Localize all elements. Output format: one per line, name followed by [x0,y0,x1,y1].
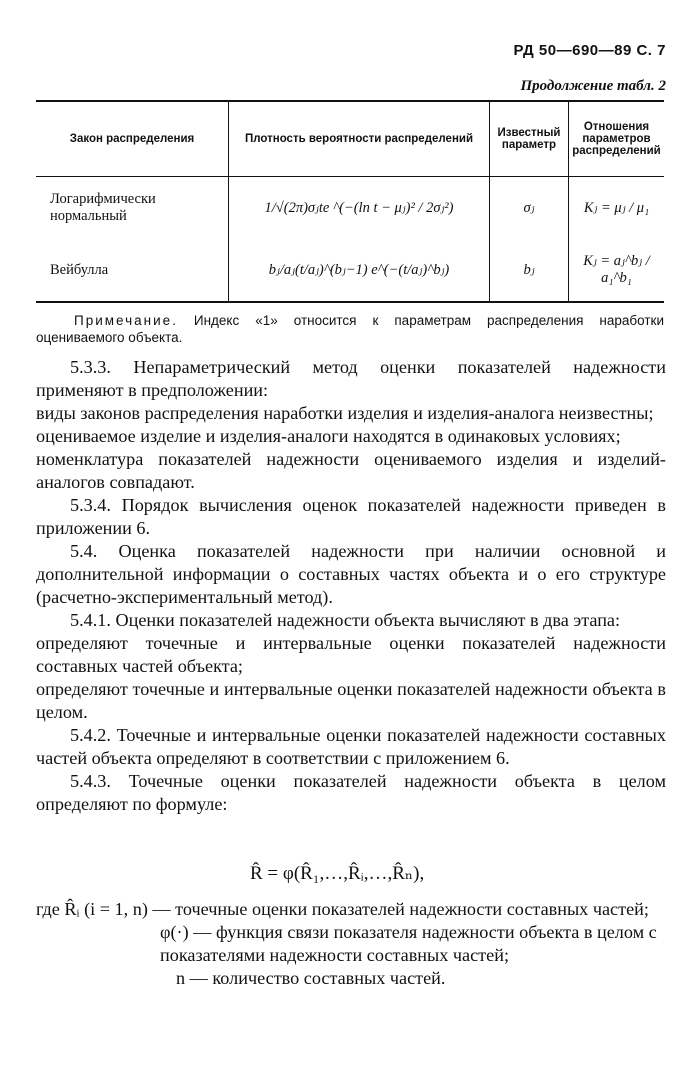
header-density: Плотность вероятности распределений [229,101,490,177]
table-note [36,312,664,346]
row-ratio: Kⱼ = aⱼ^bⱼ / a₁^b₁ [569,239,665,302]
row-density: 1/√(2π)σⱼte ^(−(ln t − μⱼ)² / 2σⱼ²) [229,177,490,240]
legend-term: n — [176,968,208,988]
paragraph: оцениваемое изделие и изделия-аналоги находятся в одинаковых условиях; [36,426,621,446]
paragraph: определяют точечные и интервальные оценки показателей надежности объекта в целом. [36,679,666,722]
legend-text: точечные оценки показателей надежности составных частей; [175,899,649,919]
legend-item [36,967,666,990]
row-ratio: Kⱼ = μⱼ / μ₁ [569,177,665,240]
legend-text: количество составных частей. [212,968,446,988]
row-law: Вейбулла [36,239,229,302]
paragraph: определяют точечные и интервальные оценки показателей надежности составных частей объекта; [36,633,666,676]
row-law: Логарифмически нормальный [50,191,156,224]
paragraph: виды законов распределения наработки изделия и изделия-аналога неизвестны; [36,403,654,423]
body-text [36,356,666,816]
paragraph: 5.4. Оценка показателей надежности при наличии основной и дополнительной информации о составных частях объекта и о его структуре (расчетно-экспериментальный метод). [36,541,666,607]
paragraph: 5.4.2. Точечные и интервальные оценки показателей надежности составных частей объекта определяют в соответствии с приложением 6. [36,725,666,768]
row-density: bⱼ/aⱼ(t/aⱼ)^(bⱼ−1) e^(−(t/aⱼ)^bⱼ) [229,239,490,302]
paragraph: 5.3.4. Порядок вычисления оценок показателей надежности приведен в приложении 6. [36,495,666,538]
formula-legend [36,898,666,990]
header-law: Закон распределения [36,101,229,177]
row-param: σⱼ [490,177,569,240]
table-header-row [36,101,664,177]
header-param: Известный параметр [490,101,569,177]
legend-item [36,921,666,967]
paragraph: номенклатура показателей надежности оцениваемого изделия и изделий-аналогов совпадают. [36,449,666,492]
legend-term: φ(·) — [160,922,212,942]
page-header: РД 50—690—89 С. 7 [513,42,666,59]
legend-text: функция связи показателя надежности объекта в целом с показателями надежности составных частей; [160,922,657,965]
distribution-table [36,100,664,303]
formula: R̂ = φ(R̂₁,…,R̂ᵢ,…,R̂ₙ), [250,863,425,884]
table-row [36,239,664,302]
note-label: Примечание. [74,313,178,328]
table-continuation: Продолжение табл. 2 [520,78,666,94]
paragraph: 5.4.3. Точечные оценки показателей надежности объекта в целом определяют по формуле: [36,771,666,814]
header-ratio: Отношения параметров распределений [569,101,665,177]
note-text: Индекс «1» относится к параметрам распределения наработки оцениваемого объекта. [36,313,664,345]
table-row [36,177,664,240]
row-param: bⱼ [490,239,569,302]
paragraph: 5.3.3. Непараметрический метод оценки показателей надежности применяют в предположении: [36,357,666,400]
legend-term: где R̂ᵢ (i = 1, n) — [36,899,171,919]
legend-item [36,898,666,921]
paragraph: 5.4.1. Оценки показателей надежности объекта вычисляют в два этапа: [70,610,621,630]
